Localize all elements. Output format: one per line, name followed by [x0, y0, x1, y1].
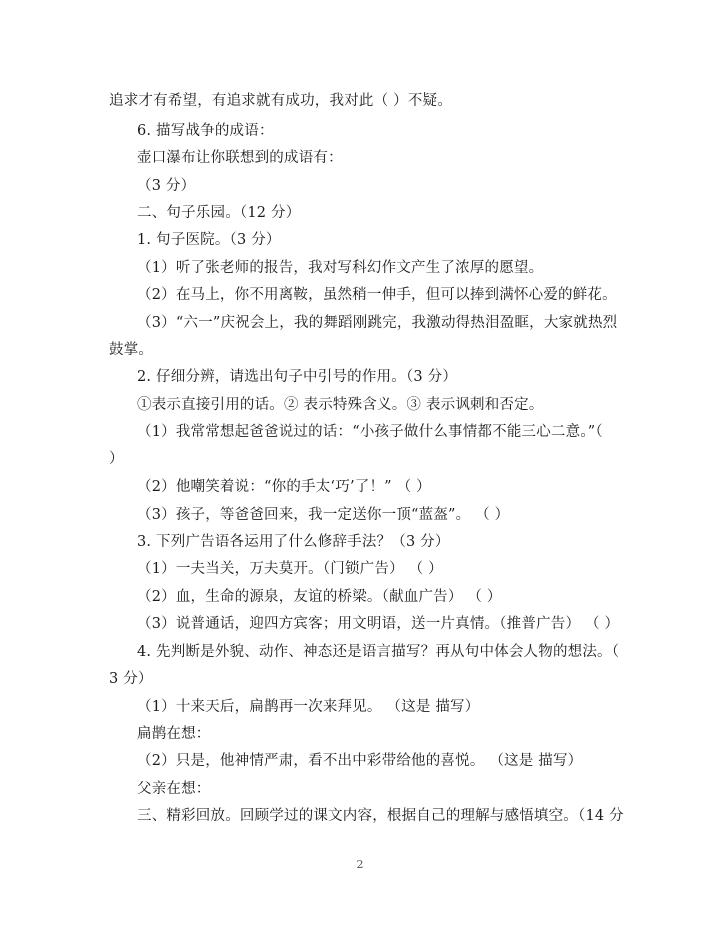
text-line: （2）血，生命的源泉，友谊的桥梁。（献血广告） （ ） — [137, 589, 502, 605]
text-line: （1）听了张老师的报告，我对写科幻作文产生了浓厚的愿望。 — [137, 260, 544, 276]
text-line: 扁鹊在想： — [137, 726, 211, 742]
question-heading: 2. 仔细分辨，请选出句子中引号的作用。（3 分） — [137, 369, 458, 385]
question-heading: 3. 下列广告语各运用了什么修辞手法？（3 分） — [137, 534, 450, 550]
text-line: （2）他嘲笑着说：“你的手太‘巧’了！” （ ） — [137, 479, 431, 495]
text-line: （2）只是，他神情严肃，看不出中彩带给他的喜悦。 （这是 描写） — [137, 753, 583, 769]
text-line: （1）我常常想起爸爸说过的话：“小孩子做什么事情都不能三心二意。”（ — [137, 424, 603, 440]
text-line: （1）一夫当关，万夫莫开。（门锁广告） （ ） — [137, 561, 443, 577]
text-line: （3）“六一”庆祝会上，我的舞蹈刚跳完，我激动得热泪盈眶，大家就热烈 — [137, 315, 618, 331]
text-line: （3）说普通话，迎四方宾客；用文明语，送一片真情。（推普广告） （ ） — [137, 616, 620, 632]
section-heading: 三、精彩回放。回顾学过的课文内容，根据自己的理解与感悟填空。（14 分 — [137, 808, 624, 824]
score-line: （3 分） — [137, 178, 196, 194]
text-line: 父亲在想： — [137, 781, 211, 797]
question-heading: 4. 先判断是外貌、动作、神态还是语言描写？再从句中体会人物的想法。（ — [137, 644, 620, 660]
section-heading: 二、句子乐园。（12 分） — [137, 205, 301, 221]
text-line: ） — [109, 451, 124, 467]
text-line: 壶口瀑布让你联想到的成语有： — [137, 150, 343, 166]
text-line: 鼓掌。 — [109, 342, 154, 358]
question-heading: 1. 句子医院。（3 分） — [137, 232, 281, 248]
text-line: （3）孩子，等爸爸回来，我一定送你一顶“蓝盔”。 （ ） — [137, 507, 510, 523]
page-number: 2 — [356, 858, 364, 871]
text-line: （2）在马上，你不用离鞍，虽然稍一伸手，但可以捧到满怀心爱的鲜花。 — [137, 287, 617, 303]
text-line: 3 分） — [109, 671, 153, 687]
text-line: （1）十来天后，扁鹊再一次来拜见。 （这是 描写） — [137, 699, 480, 715]
text-line: ①表示直接引用的话。② 表示特殊含义。③ 表示讽刺和否定。 — [137, 397, 544, 413]
text-line: 追求才有希望，有追求就有成功，我对此（ ）不疑。 — [109, 93, 452, 109]
question-heading: 6. 描写战争的成语： — [137, 123, 274, 139]
